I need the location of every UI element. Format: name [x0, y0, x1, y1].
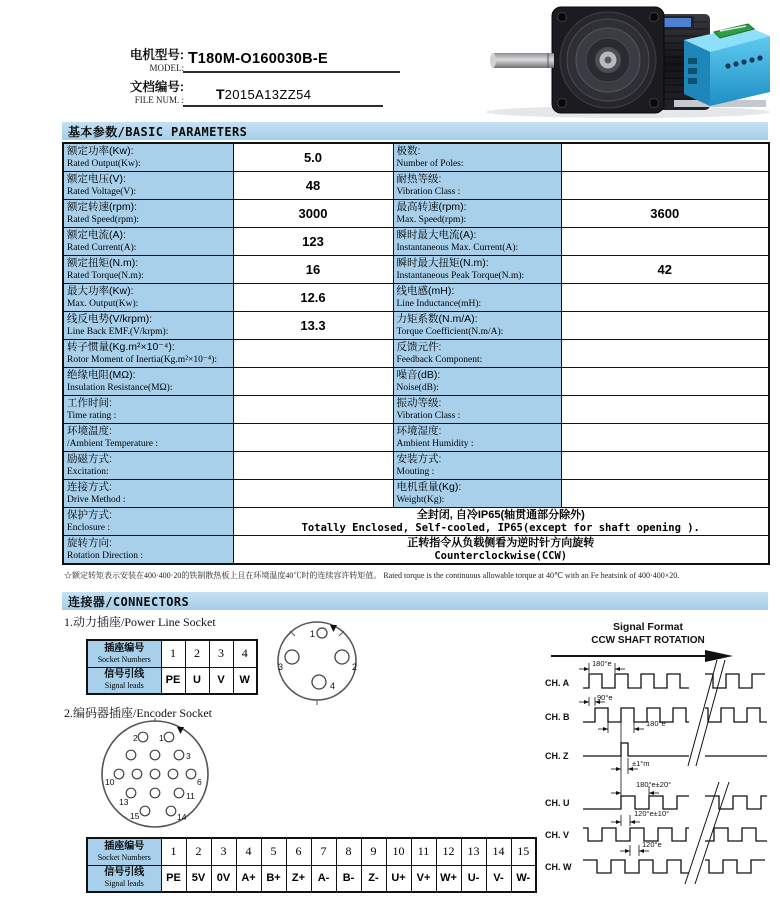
- signal-lead: PE: [161, 865, 186, 892]
- param-label-cn: 额定电流(A):: [67, 228, 126, 241]
- model-prefix: T: [188, 50, 198, 67]
- param-label-en: Rated Torque(N.m):: [67, 270, 144, 281]
- param-label-en: Max. Speed(rpm):: [396, 214, 467, 225]
- socket-number: 15: [511, 838, 536, 865]
- socket-number: 7: [311, 838, 336, 865]
- header-en: Signal leads: [104, 879, 144, 889]
- pin-label: 1: [159, 733, 164, 743]
- param-label-cn: 耐热等级:: [396, 172, 442, 185]
- param-label-cn: 连接方式:: [67, 480, 112, 493]
- param-label-en: Mouting :: [396, 466, 435, 477]
- param-label-cn: 励磁方式:: [67, 452, 112, 465]
- pin-label: 10: [105, 777, 115, 787]
- phase-annotation: 180°e±20°: [636, 780, 672, 789]
- param-label-cn: 振动等级:: [396, 396, 442, 409]
- param-value: 13.3: [233, 311, 393, 339]
- param-row: [63, 479, 769, 507]
- file-num-rest: 2015A13ZZ54: [224, 87, 312, 102]
- param-row: [63, 451, 769, 479]
- model-label-en: MODEL:: [149, 63, 184, 74]
- param-label-cn: 环境温度:: [67, 424, 112, 437]
- signal-lead: W-: [511, 865, 536, 892]
- file-num-label-cn: 文档编号:: [129, 80, 184, 94]
- param-row-enclosure: [63, 507, 769, 535]
- param-value: [561, 339, 769, 367]
- socket-number: 5: [261, 838, 286, 865]
- param-label-en: Rotor Moment of Inertia(Kg.m²×10⁻⁴):: [67, 354, 218, 365]
- table-row: [87, 838, 536, 865]
- signal-lead: PE: [161, 667, 185, 694]
- rotation-value: [233, 535, 769, 564]
- socket-numbers-header: [87, 838, 161, 865]
- param-label-cn: 力矩系数(N.m/A):: [396, 312, 478, 325]
- param-label-en: /Ambient Temperature :: [67, 438, 158, 449]
- signal-lead: Z+: [286, 865, 311, 892]
- param-label-en: Time rating :: [67, 410, 117, 421]
- socket-number: 13: [461, 838, 486, 865]
- pin-label: 1: [310, 629, 316, 639]
- header-cn: 插座编号: [104, 840, 145, 852]
- param-value: [561, 479, 769, 507]
- model-rest: 180M-O160030B-E: [197, 51, 329, 67]
- model-value: [188, 50, 328, 68]
- param-label-en: Drive Method :: [67, 494, 126, 505]
- phase-annotation: 120°e: [642, 840, 662, 849]
- param-value: 48: [233, 171, 393, 199]
- motor-product-photo: [478, 2, 770, 120]
- param-label-en: Excitation:: [67, 466, 109, 477]
- section-bar-basic-parameters: 基本参数/BASIC PARAMETERS: [62, 122, 768, 140]
- model-label-cn: 电机型号:: [129, 48, 184, 62]
- signal-leads-header: [87, 667, 161, 694]
- encoder-socket-table: [86, 837, 537, 893]
- param-label-cn: 额定电压(V):: [67, 172, 126, 185]
- header-en: Signal leads: [104, 681, 144, 691]
- header-en: Socket Numbers: [97, 654, 151, 664]
- signal-subtitle: CCW SHAFT ROTATION: [591, 635, 705, 646]
- signal-lead: V: [209, 667, 233, 694]
- channel-label: CH. U: [545, 798, 570, 808]
- pin-label: 2: [133, 733, 138, 743]
- param-row: [63, 339, 769, 367]
- param-label-cn: 绝缘电阻(MΩ):: [67, 368, 136, 381]
- signal-title: Signal Format: [612, 621, 684, 633]
- key-arrow-icon: [177, 727, 184, 734]
- param-value: 123: [233, 227, 393, 255]
- param-label-en: Ambient Humidity :: [396, 438, 474, 449]
- param-label-cn: 极数:: [396, 144, 421, 157]
- signal-lead: 5V: [186, 865, 211, 892]
- pin-label: 14: [177, 812, 187, 822]
- param-label-cn: 最高转速(rpm):: [396, 200, 467, 213]
- param-label-en: Line Back EMF.(V/krpm):: [67, 326, 169, 337]
- socket-number: 2: [186, 838, 211, 865]
- pin-label: 15: [130, 811, 140, 821]
- socket-number: 14: [486, 838, 511, 865]
- rated-torque-footnote: ☆额定转矩表示安装在400·400·20的铁制散热板上且在环境温度40℃时的连续容许转矩值。 Rated torque is the continuous allowable torque at 40℃ with an Fe heatsink of 400·400×20.: [64, 571, 680, 580]
- param-value: [233, 367, 393, 395]
- waveforms: [583, 674, 767, 873]
- file-num-prefix: T: [216, 86, 225, 102]
- signal-lead: V+: [411, 865, 436, 892]
- param-label-cn: 转子惯量(Kg.m²×10⁻⁴):: [67, 340, 175, 353]
- channel-label: CH. B: [545, 712, 570, 722]
- param-label-en: Instantaneous Peak Torque(N.m):: [396, 270, 525, 281]
- param-value: [561, 311, 769, 339]
- header-cn: 插座编号: [104, 642, 145, 654]
- param-row: [63, 283, 769, 311]
- rotation-direction-arrow-icon: [705, 650, 733, 662]
- pin-label: 4: [330, 681, 336, 691]
- enclosure-value-en: Totally Enclosed, Self-cooled, IP65(except for shaft opening ).: [301, 521, 700, 534]
- table-row: [87, 865, 536, 892]
- param-label-en: Rated Current(A):: [67, 242, 137, 253]
- param-label-cn: 安装方式:: [396, 452, 442, 465]
- param-label-cn: 工作时间:: [67, 396, 112, 409]
- param-label-en: Weight(Kg):: [396, 494, 445, 505]
- socket-number: 3: [209, 640, 233, 667]
- enclosure-value: [233, 507, 769, 535]
- header-cn: 信号引线: [104, 867, 145, 879]
- pin-label: 3: [278, 662, 284, 672]
- key-arrow-icon: [330, 625, 337, 632]
- table-row: [87, 667, 257, 694]
- param-label-cn: 额定转速(rpm):: [67, 200, 137, 213]
- param-row: [63, 395, 769, 423]
- param-value: [233, 395, 393, 423]
- param-label-en: Torque Coefficient(N.m/A):: [396, 326, 504, 337]
- param-label-en: Number of Poles:: [396, 158, 464, 169]
- param-label-en: Rotation Direction :: [67, 550, 143, 561]
- file-num-label-en: FILE NUM. :: [134, 95, 184, 106]
- section-bar-connectors: 连接器/CONNECTORS: [62, 592, 768, 610]
- signal-lead: Z-: [361, 865, 386, 892]
- phase-annotation: 180°e: [592, 659, 612, 668]
- socket-number: 9: [361, 838, 386, 865]
- param-value: [233, 339, 393, 367]
- signal-lead: 0V: [211, 865, 236, 892]
- param-value: [561, 227, 769, 255]
- signal-lead: B-: [336, 865, 361, 892]
- pin-label: 2: [352, 662, 358, 672]
- phase-annotation: 120°e±10°: [634, 809, 670, 818]
- param-label-en: Noise(dB):: [396, 382, 439, 393]
- param-label-cn: 保护方式:: [67, 508, 112, 521]
- channel-label: CH. A: [545, 678, 570, 688]
- param-value: 12.6: [233, 283, 393, 311]
- param-value: [233, 451, 393, 479]
- param-label-en: Vibration Class :: [396, 410, 461, 421]
- param-value: [561, 451, 769, 479]
- param-label-en: Line Inductance(mH):: [396, 298, 482, 309]
- param-value: [561, 283, 769, 311]
- socket-number: 3: [211, 838, 236, 865]
- param-value: 3000: [233, 199, 393, 227]
- param-label-en: Vibration Class :: [396, 186, 461, 197]
- param-value: [561, 367, 769, 395]
- table-row: [87, 640, 257, 667]
- pin-label: 11: [186, 791, 195, 801]
- socket-numbers-header: [87, 640, 161, 667]
- param-row: [63, 171, 769, 199]
- param-value: [561, 171, 769, 199]
- param-value: [561, 423, 769, 451]
- param-label-cn: 瞬时最大扭矩(N.m):: [396, 256, 489, 269]
- power-socket-heading: 1.动力插座/Power Line Socket: [64, 615, 216, 629]
- motor-shaft: [490, 53, 554, 68]
- param-row: [63, 143, 769, 171]
- power-socket-table: [86, 639, 258, 695]
- encoder-socket-heading: 2.编码器插座/Encoder Socket: [64, 706, 212, 720]
- encoder-socket-pin-diagram: [96, 716, 218, 836]
- power-socket-pin-diagram: [270, 616, 364, 708]
- param-row-rotation: [63, 535, 769, 564]
- param-row: [63, 423, 769, 451]
- param-label-cn: 最大功率(Kw):: [67, 284, 134, 297]
- param-label-en: Instantaneous Max. Current(A):: [396, 242, 519, 253]
- param-value: [233, 423, 393, 451]
- param-label-en: Rated Voltage(V):: [67, 186, 137, 197]
- socket-number: 12: [436, 838, 461, 865]
- rotation-value-en: Counterclockwise(CCW): [434, 549, 568, 562]
- param-row: [63, 199, 769, 227]
- socket-number: 4: [233, 640, 257, 667]
- param-value: 3600: [561, 199, 769, 227]
- param-label-cn: 电机重量(Kg):: [396, 480, 462, 493]
- param-value: 16: [233, 255, 393, 283]
- param-label-en: Max. Output(Kw):: [67, 298, 139, 309]
- param-label-cn: 额定功率(Kw):: [67, 144, 134, 157]
- signal-format-diagram: [537, 616, 780, 920]
- param-label-en: Rated Output(Kw):: [67, 158, 141, 169]
- param-label-en: Enclosure :: [67, 522, 111, 533]
- param-row: [63, 227, 769, 255]
- socket-number: 4: [236, 838, 261, 865]
- rotation-value-cn: 正转指令从负载侧看为逆时针方向旋转: [407, 536, 595, 549]
- signal-lead: W: [233, 667, 257, 694]
- model-label: [102, 49, 184, 74]
- signal-lead: A-: [311, 865, 336, 892]
- channel-label: CH. Z: [545, 751, 569, 761]
- param-label-en: Feedback Component:: [396, 354, 483, 365]
- param-row: [63, 311, 769, 339]
- signal-lead: V-: [486, 865, 511, 892]
- param-value: 5.0: [233, 143, 393, 171]
- param-label-en: Rated Speed(rpm):: [67, 214, 140, 225]
- param-row: [63, 255, 769, 283]
- enclosure-value-cn: 全封闭, 自冷IP65(轴贯通部分除外): [416, 508, 585, 521]
- channel-label: CH. V: [545, 830, 570, 840]
- signal-lead: A+: [236, 865, 261, 892]
- param-label-cn: 额定扭矩(N.m):: [67, 256, 139, 269]
- socket-number: 10: [386, 838, 411, 865]
- param-label-en: Insulation Resistance(MΩ):: [67, 382, 173, 393]
- socket-number: 1: [161, 838, 186, 865]
- break-marks: [685, 660, 729, 884]
- signal-lead: W+: [436, 865, 461, 892]
- pin-label: 3: [186, 751, 191, 761]
- param-label-cn: 线电感(mH):: [396, 284, 455, 297]
- param-label-cn: 反馈元件:: [396, 340, 442, 353]
- signal-leads-header: [87, 865, 161, 892]
- param-value: [233, 479, 393, 507]
- socket-number: 6: [286, 838, 311, 865]
- signal-lead: U+: [386, 865, 411, 892]
- param-label-cn: 旋转方向:: [67, 536, 112, 549]
- channel-label: CH. W: [545, 862, 572, 872]
- pin-label: 6: [197, 777, 202, 787]
- header-cn: 信号引线: [104, 669, 145, 681]
- phase-annotation: ±1°m: [632, 759, 650, 768]
- socket-number: 2: [185, 640, 209, 667]
- socket-number: 1: [161, 640, 185, 667]
- signal-lead: U: [185, 667, 209, 694]
- socket-number: 11: [411, 838, 436, 865]
- motor-flange: [552, 7, 664, 113]
- model-underline: [183, 71, 400, 73]
- signal-lead: U-: [461, 865, 486, 892]
- param-row: [63, 367, 769, 395]
- param-value: [561, 143, 769, 171]
- pin-label: 13: [119, 797, 129, 807]
- basic-parameters-table: [62, 142, 770, 565]
- file-num-value: [216, 86, 311, 104]
- header-en: Socket Numbers: [97, 852, 151, 862]
- signal-lead: B+: [261, 865, 286, 892]
- phase-annotation: 90°e: [597, 693, 613, 702]
- param-label-cn: 线反电势(V/krpm):: [67, 312, 153, 325]
- param-value: 42: [561, 255, 769, 283]
- phase-annotation: 180°e: [646, 719, 666, 728]
- file-num-underline: [183, 105, 383, 107]
- socket-number: 8: [336, 838, 361, 865]
- file-num-label: [102, 81, 184, 106]
- param-label-cn: 噪音(dB):: [396, 368, 441, 381]
- param-value: [561, 395, 769, 423]
- param-label-cn: 环境湿度:: [396, 424, 442, 437]
- param-label-cn: 瞬时最大电流(A):: [396, 228, 477, 241]
